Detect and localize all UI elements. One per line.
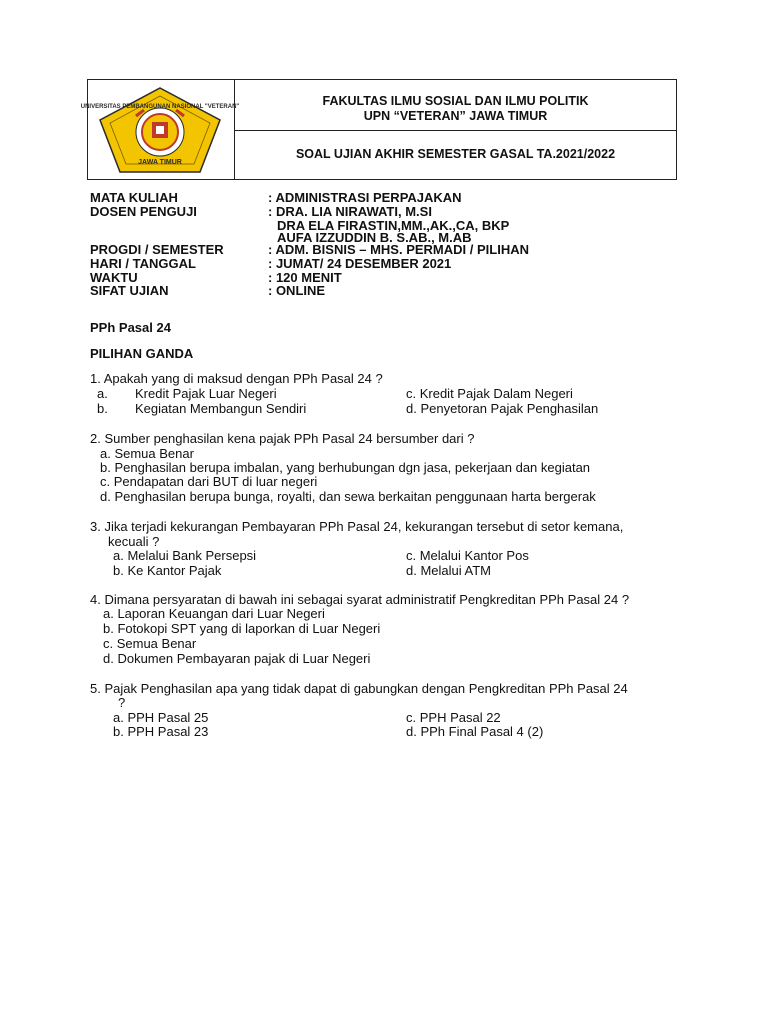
q5-option-b: b. PPH Pasal 23 [113,724,209,739]
info-value-course: : ADMINISTRASI PERPAJAKAN [268,190,462,205]
question-5-cont: ? [118,695,126,710]
header-row-institution [235,80,676,131]
q4-option-c: c. Semua Benar [103,636,197,651]
q2-option-b: b. Penghasilan berupa imbalan, yang berhubungan dgn jasa, pekerjaan dan kegiatan [100,460,591,475]
question-2: 2. Sumber penghasilan kena pajak PPh Pasal 24 bersumber dari ? [90,431,475,446]
question-3-cont: kecuali ? [108,534,160,549]
q1-option-b-letter: b. [97,401,108,416]
info-label-mode: SIFAT UJIAN [90,283,169,298]
question-1: 1. Apakah yang di maksud dengan PPh Pasal 24 ? [90,371,383,386]
q5-option-a: a. PPH Pasal 25 [113,710,209,725]
info-label-program: PROGDI / SEMESTER [90,242,224,257]
logo-text-bottom: JAWA TIMUR [138,159,182,166]
info-value-date: : JUMAT/ 24 DESEMBER 2021 [268,256,452,271]
exam-title: SOAL UJIAN AKHIR SEMESTER GASAL TA.2021/2022 [295,147,616,161]
q4-option-d: d. Dokumen Pembayaran pajak di Luar Negeri [103,651,371,666]
info-value-time: : 120 MENIT [268,270,342,285]
q2-option-c: c. Pendapatan dari BUT di luar negeri [100,474,318,489]
q3-option-d: d. Melalui ATM [406,563,492,578]
header-table [80,79,677,180]
info-label-examiner: DOSEN PENGUJI [90,204,197,219]
logo-text-top: UNIVERSITAS PEMBANGUNAN NASIONAL "VETERAN" [80,104,240,110]
topic-heading: PPh Pasal 24 [90,320,171,335]
q5-option-d: d. PPh Final Pasal 4 (2) [406,724,544,739]
info-label-course: MATA KULIAH [90,190,178,205]
q1-option-d: d. Penyetoran Pajak Penghasilan [406,401,599,416]
question-4: 4. Dimana persyaratan di bawah ini sebagai syarat administratif Pengkreditan PPh Pasal 24 ? [90,592,630,607]
info-value-examiner-2: DRA ELA FIRASTIN,MM.,AK.,CA, BKP [277,218,510,233]
info-value-examiner-1: : DRA. LIA NIRAWATI, M.SI [268,204,432,219]
section-heading: PILIHAN GANDA [90,346,194,361]
q1-option-c: c. Kredit Pajak Dalam Negeri [406,386,573,401]
q4-option-b: b. Fotokopi SPT yang di laporkan di Luar Negeri [103,621,381,636]
q3-option-b: b. Ke Kantor Pajak [113,563,222,578]
q2-option-d: d. Penghasilan berupa bunga, royalti, dan sewa berkaitan penggunaan harta bergerak [100,489,596,504]
info-label-date: HARI / TANGGAL [90,256,196,271]
info-label-time: WAKTU [90,270,138,285]
q1-option-a: Kredit Pajak Luar Negeri [135,386,277,401]
q3-option-c: c. Melalui Kantor Pos [406,548,529,563]
faculty-title: FAKULTAS ILMU SOSIAL DAN ILMU POLITIK [322,94,589,108]
info-value-examiner-3: AUFA IZZUDDIN B. S.AB., M.AB [277,230,472,245]
q3-option-a: a. Melalui Bank Persepsi [113,548,257,563]
q1-option-b: Kegiatan Membangun Sendiri [135,401,307,416]
logo-cell [80,80,240,179]
info-value-program: : ADM. BISNIS – MHS. PERMADI / PILIHAN [268,242,529,257]
header-row-exam [235,131,676,179]
q5-option-c: c. PPH Pasal 22 [406,710,501,725]
question-5: 5. Pajak Penghasilan apa yang tidak dapat di gabungkan dengan Pengkreditan PPh Pasal 24 [90,681,628,696]
question-3: 3. Jika terjadi kekurangan Pembayaran PPh Pasal 24, kekurangan tersebut di setor kemana, [90,519,624,534]
q1-option-a-letter: a. [97,386,108,401]
university-logo [80,86,240,174]
info-value-mode: : ONLINE [268,283,326,298]
university-title: UPN “VETERAN” JAWA TIMUR [363,109,548,123]
q2-option-a: a. Semua Benar [100,446,194,461]
q4-option-a: a. Laporan Keuangan dari Luar Negeri [103,606,325,621]
